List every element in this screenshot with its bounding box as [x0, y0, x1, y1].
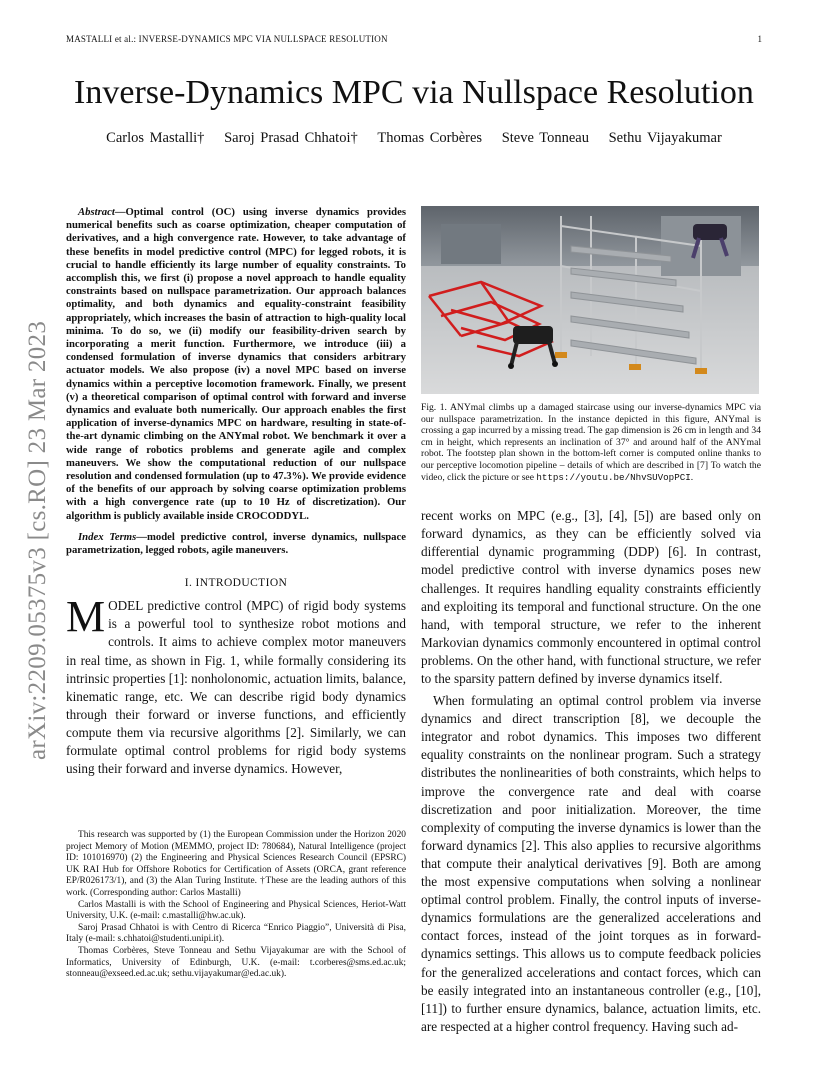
author-name: Thomas Corbères — [377, 130, 483, 146]
running-head: MASTALLI et al.: INVERSE-DYNAMICS MPC VIA NULLSPACE RESOLUTION — [66, 34, 388, 44]
author-name: Carlos Mastalli† — [106, 130, 205, 146]
footnote-affiliation: Thomas Corbères, Steve Tonneau and Sethu Vijayakumar are with the School of Informatics, University of Edinburgh, U.K. (e-mail: t.corberes@sms.ed.ac.uk; stonneau@exseed.ed.ac.uk; sethu.vijayakumar@ed.ac.uk). — [66, 945, 406, 980]
section-heading-introduction: I. INTRODUCTION — [184, 577, 288, 590]
author-name: Steve Tonneau — [501, 130, 589, 146]
right-column-body — [421, 507, 761, 1036]
footnote-affiliation: Carlos Mastalli is with the School of Engineering and Physical Sciences, Heriot-Watt University, U.K. (e-mail: c.mastalli@hw.ac.uk). — [66, 899, 406, 922]
figure-1-caption — [421, 402, 761, 483]
intro-paragraph — [66, 592, 406, 778]
paper-title: Inverse-Dynamics MPC via Nullspace Resolution — [74, 74, 754, 111]
arxiv-identifier-stamp: arXiv:2209.05375v3 [cs.RO] 23 Mar 2023 — [24, 320, 51, 760]
author-list — [0, 130, 828, 147]
figure-1-image[interactable] — [421, 206, 759, 394]
abstract-text: —Optimal control (OC) using inverse dynamics provides numerical benefits such as coarse optimization, cheaper computation of derivatives, and a high convergence rate. However, to take advantage of these benefits in model predictive control (MPC) for legged robots, it is crucial to handle efficiently its large number of equality constraints. To accomplish this, we first (i) propose a novel approach to handle equality constraints based on nullspace parametrization. Our approach balances optimality, and both dynamics and equality-constraint feasibility appropriately, which increases the basin of attraction to high-quality local minima. To do so, we (ii) modify our feasibility-driven search by incorporating a merit function. Furthermore, we introduce (iii) a condensed formulation of inverse dynamics that considers arbitrary actuator models. We also propose (iv) a novel MPC based on inverse dynamics within a perceptive locomotion framework. Finally, we present (v) a theoretical comparison of optimal control with forward and inverse dynamics and evaluate both numerically. Our approach enables the first application of inverse-dynamics MPC on hardware, resulting in state-of-the-art dynamic climbing on the ANYmal robot. We benchmark it over a wide range of robotics problems and generate agile and complex maneuvers. We show the computational reduction of our nullspace resolution and condensed formulation (up to 47.3%). We provide evidence of the benefits of our approach by solving coarse optimization problems with a high convergence rate (up to 10 Hz of discretization). Our algorithm is publicly available inside CROCODDYL. — [66, 206, 406, 522]
index-terms-text: —model predictive control, inverse dynamics, nullspace parametrization, legged robots, agile maneuvers. — [66, 530, 406, 557]
footnote-funding: This research was supported by (1) the European Commission under the Horizon 2020 project Memory of Motion (MEMMO, project ID: 780684), Natural Intelligence (project ID: 101016970) (2) the Engineering and Physical Sciences Research Council (EPSRC) UK RAI Hub for Offshore Robotics for Certification of Assets (ORCA, grant reference EP/R026173/1), and (3) the Alan Turing Institute. †These are the leading authors of this work. (Corresponding author: Carlos Mastalli) — [66, 830, 406, 898]
left-column — [66, 206, 406, 778]
author-name: Sethu Vijayakumar — [608, 130, 722, 146]
intro-paragraph-text: ODEL predictive control (MPC) of rigid body systems is a powerful tool to synthesize robot motions and controls. It aims to achieve complex motor maneuvers in real time, as shown in Fig. 1, while formally considering its intrinsic properties [1]: nonholonomic, actuation limits, balance, kinematic range, etc. We can describe rigid body dynamics through their forward or inverse functions, and efficiently compute them via recursive algorithms [2]. Similarly, we can formulate optimal control problems for rigid body systems using their forward and inverse dynamics. However, — [66, 598, 406, 777]
abstract-lead: Abstract — [78, 206, 115, 218]
body-paragraph: When formulating an optimal control problem via inverse dynamics and direct transcription [8], we decouple the integrator and robot dynamics. This imposes two different equality constraints on the nonlinear program. Such a strategy distributes the nonlinearities of both constraints, which helps to improve the convergence rate and deal with coarse discretization and poor initialization. Moreover, the time complexity of computing the inverse dynamics is lower than the forward dynamics [2]. This also applies to recursive algorithms that compute their analytical derivatives [9]. Both are among the most expensive computations when solving a nonlinear optimal control problem. Finally, the control inputs of inverse-dynamics formulations are the generalized accelerations and contact forces, instead of the joint torques as in forward-dynamics settings. This allows us to compute feedback policies for the generalized accelerations and contact forces, which can be easily integrated into an instantaneous controller (e.g., [10], [11]) to further ensure dynamics, balance, actuation limits, etc. are respected at a higher control frequency. Having such ad- — [421, 693, 761, 1034]
index-terms-lead: Index Terms — [78, 530, 137, 543]
robot-staircase-photo — [421, 206, 759, 394]
abstract — [66, 206, 406, 523]
footnote-affiliation: Saroj Prasad Chhatoi is with Centro di Ricerca “Enrico Piaggio”, Università di Pisa, Italy (e-mail: s.chhatoi@studenti.unipi.it). — [66, 922, 406, 945]
page-number: 1 — [757, 34, 762, 44]
index-terms — [66, 531, 406, 557]
right-column — [421, 206, 761, 1036]
video-link[interactable]: https://youtu.be/NhvSUVopPCI — [536, 471, 691, 483]
author-name: Saroj Prasad Chhatoi† — [224, 130, 358, 146]
drop-cap: M — [66, 592, 106, 642]
figure-caption-end: . — [690, 471, 694, 483]
footnotes — [66, 830, 406, 981]
body-paragraph: recent works on MPC (e.g., [3], [4], [5]) are based only on forward dynamics, as they can be efficiently solved via differential dynamic programming (DDP) [6]. In contrast, model predictive control with inverse dynamics poses new challenges. It requires handling equality constraints efficiently and exploiting its temporal and functional structure. On the one hand, with temporal structure, we refer to the inherent Markovian dynamics commonly encountered in optimal control problems. On the other hand, with functional structure, we refer to the sparsity pattern defined by inverse dynamics itself. — [421, 508, 761, 686]
figure-caption-text: Fig. 1. ANYmal climbs up a damaged staircase using our inverse-dynamics MPC via our nullspace parametrization. In the instance depicted in this figure, ANYmal is crossing a gap incurred by a missing tread. The gap dimension is 26 cm in length and 34 cm in height, which represents an inclination of 37° and around half of the ANYmal robot. The footstep plan shown in the bottom-left corner is computed online thanks to our perceptive locomotion pipeline – details of which are described in [7] To watch the video, click the picture or see — [421, 402, 761, 483]
